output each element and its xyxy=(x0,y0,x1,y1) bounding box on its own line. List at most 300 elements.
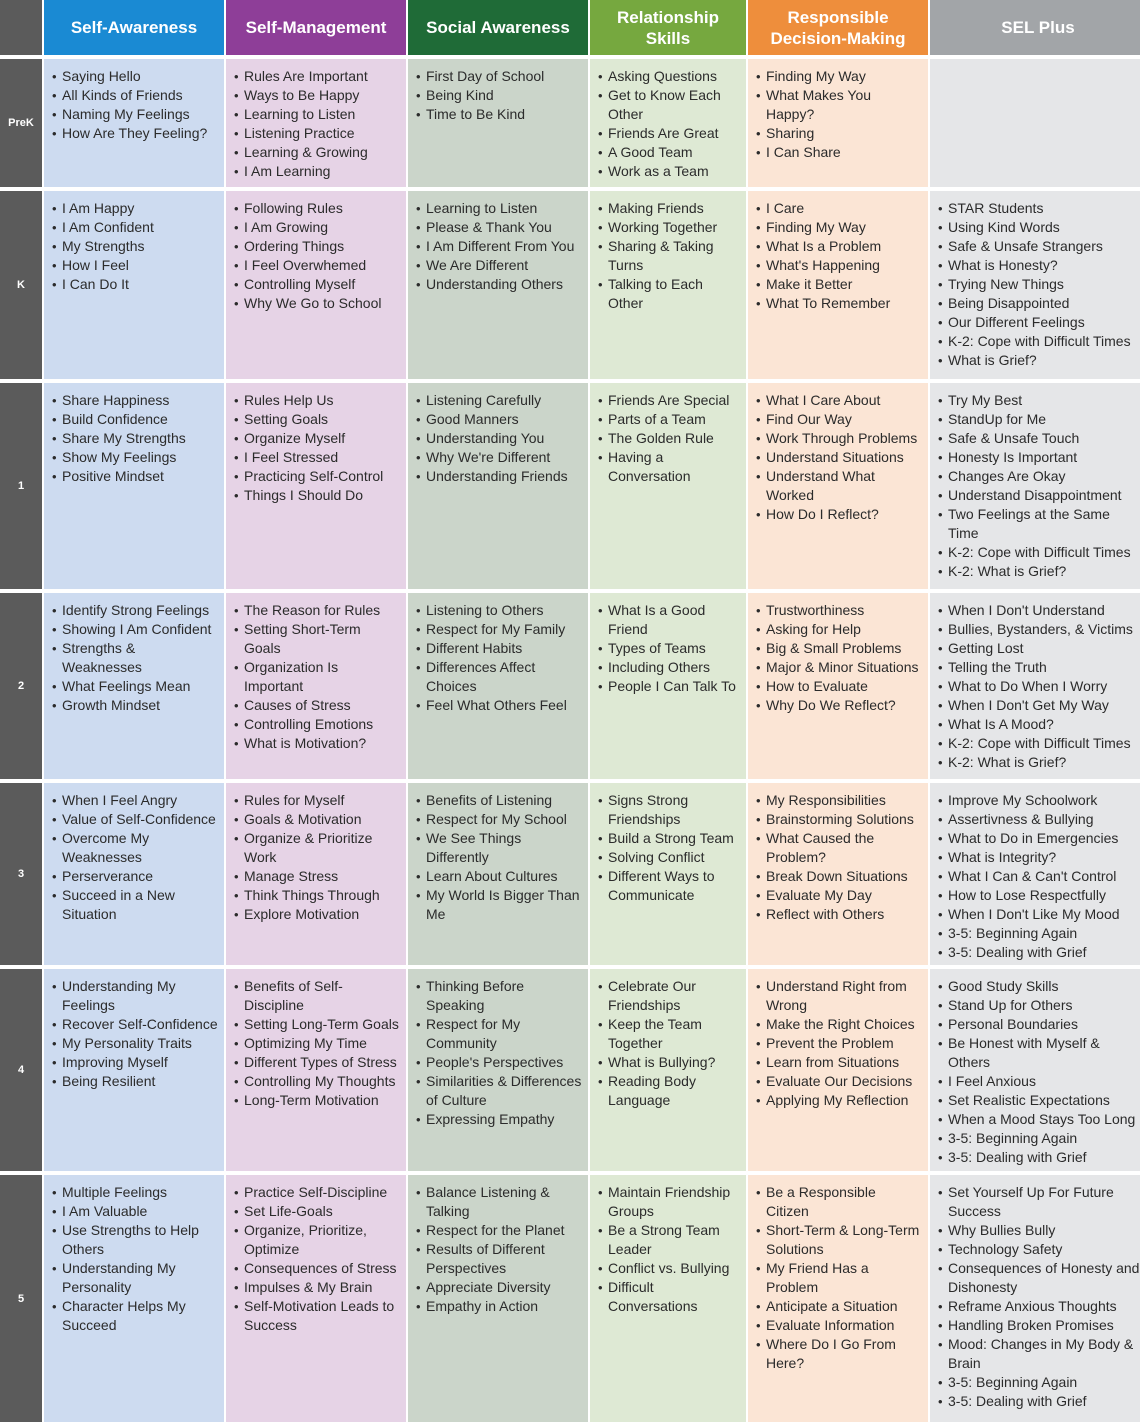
lesson-list xyxy=(756,601,922,715)
lesson-item: • Understanding Others xyxy=(416,275,582,294)
lesson-item: • Respect for My Family xyxy=(416,620,582,639)
lesson-cell-1-self-management xyxy=(226,383,406,589)
lesson-cell-k-responsible-decision-making xyxy=(748,191,928,379)
lesson-cell-5-social-awareness xyxy=(408,1175,588,1422)
lesson-item: • Talking to Each Other xyxy=(598,275,740,313)
lesson-item: • What Is a Problem xyxy=(756,237,922,256)
lesson-item: • Learn About Cultures xyxy=(416,867,582,886)
column-header-label: Self-Management xyxy=(245,18,387,37)
lesson-item: • 3-5: Beginning Again xyxy=(938,924,1140,943)
lesson-list xyxy=(938,199,1140,370)
lesson-item: • Working Together xyxy=(598,218,740,237)
lesson-item: • Reflect with Others xyxy=(756,905,922,924)
lesson-list xyxy=(52,601,218,715)
lesson-item: • Setting Short-Term Goals xyxy=(234,620,400,658)
lesson-item: • Things I Should Do xyxy=(234,486,400,505)
lesson-list xyxy=(598,977,740,1110)
lesson-item: • The Reason for Rules xyxy=(234,601,400,620)
lesson-item: • Asking Questions xyxy=(598,67,740,86)
lesson-item: • Different Habits xyxy=(416,639,582,658)
lesson-item: • Organization Is Important xyxy=(234,658,400,696)
lesson-item: • Practice Self-Discipline xyxy=(234,1183,400,1202)
lesson-item: • When a Mood Stays Too Long xyxy=(938,1110,1140,1129)
lesson-item: • Time to Be Kind xyxy=(416,105,582,124)
lesson-item: • Being Kind xyxy=(416,86,582,105)
lesson-item: • Understanding Friends xyxy=(416,467,582,486)
lesson-item: • Character Helps My Succeed xyxy=(52,1297,218,1335)
lesson-item: • People I Can Talk To xyxy=(598,677,740,696)
lesson-cell-prek-responsible-decision-making xyxy=(748,59,928,187)
lesson-item: • Evaluate My Day xyxy=(756,886,922,905)
lesson-item: • K-2: What is Grief? xyxy=(938,562,1140,581)
lesson-item: • Friends Are Great xyxy=(598,124,740,143)
lesson-item: • How Do I Reflect? xyxy=(756,505,922,524)
lesson-item: • How to Lose Respectfully xyxy=(938,886,1140,905)
lesson-item: • Why Bullies Bully xyxy=(938,1221,1140,1240)
lesson-item: • Manage Stress xyxy=(234,867,400,886)
lesson-item: • Causes of Stress xyxy=(234,696,400,715)
lesson-item: • Following Rules xyxy=(234,199,400,218)
lesson-item: • Brainstorming Solutions xyxy=(756,810,922,829)
lesson-item: • Appreciate Diversity xyxy=(416,1278,582,1297)
lesson-item: • I Am Valuable xyxy=(52,1202,218,1221)
lesson-item: • My Friend Has a Problem xyxy=(756,1259,922,1297)
lesson-item: • Applying My Reflection xyxy=(756,1091,922,1110)
lesson-item: • How Are They Feeling? xyxy=(52,124,218,143)
lesson-item: • Finding My Way xyxy=(756,67,922,86)
lesson-item: • What Is A Mood? xyxy=(938,715,1140,734)
lesson-list xyxy=(416,67,582,124)
lesson-cell-prek-relationship-skills xyxy=(590,59,746,187)
lesson-list xyxy=(416,601,582,715)
lesson-item: • Naming My Feelings xyxy=(52,105,218,124)
lesson-item: • Understand Right from Wrong xyxy=(756,977,922,1015)
lesson-item: • Keep the Team Together xyxy=(598,1015,740,1053)
lesson-item: • The Golden Rule xyxy=(598,429,740,448)
lesson-item: • Saying Hello xyxy=(52,67,218,86)
lesson-item: • Including Others xyxy=(598,658,740,677)
lesson-item: • Understanding My Feelings xyxy=(52,977,218,1015)
lesson-item: • Understand Disappointment xyxy=(938,486,1140,505)
lesson-item: • Rules for Myself xyxy=(234,791,400,810)
lesson-item: • Benefits of Self-Discipline xyxy=(234,977,400,1015)
lesson-item: • Similarities & Differences of Culture xyxy=(416,1072,582,1110)
lesson-item: • Learning to Listen xyxy=(416,199,582,218)
lesson-cell-3-self-management xyxy=(226,783,406,965)
lesson-item: • My Personality Traits xyxy=(52,1034,218,1053)
lesson-item: • A Good Team xyxy=(598,143,740,162)
lesson-item: • Results of Different Perspectives xyxy=(416,1240,582,1278)
lesson-item: • Solving Conflict xyxy=(598,848,740,867)
lesson-cell-k-sel-plus xyxy=(930,191,1140,379)
lesson-item: • Maintain Friendship Groups xyxy=(598,1183,740,1221)
lesson-item: • First Day of School xyxy=(416,67,582,86)
lesson-item: • Major & Minor Situations xyxy=(756,658,922,677)
lesson-item: • Different Ways to Communicate xyxy=(598,867,740,905)
lesson-item: • Impulses & My Brain xyxy=(234,1278,400,1297)
lesson-item: • I Care xyxy=(756,199,922,218)
lesson-item: • I Feel Overwhemed xyxy=(234,256,400,275)
lesson-item: • Conflict vs. Bullying xyxy=(598,1259,740,1278)
lesson-cell-4-sel-plus xyxy=(930,969,1140,1171)
lesson-list xyxy=(52,977,218,1091)
lesson-item: • What is Honesty? xyxy=(938,256,1140,275)
lesson-item: • Differences Affect Choices xyxy=(416,658,582,696)
lesson-item: • Setting Goals xyxy=(234,410,400,429)
lesson-list xyxy=(234,791,400,924)
header-corner xyxy=(0,0,42,55)
lesson-item: • Controlling Emotions xyxy=(234,715,400,734)
lesson-item: • Succeed in a New Situation xyxy=(52,886,218,924)
lesson-cell-1-sel-plus xyxy=(930,383,1140,589)
lesson-item: • Make the Right Choices xyxy=(756,1015,922,1034)
lesson-item: • Understand Situations xyxy=(756,448,922,467)
lesson-item: • Respect for My Community xyxy=(416,1015,582,1053)
lesson-item: • People's Perspectives xyxy=(416,1053,582,1072)
grade-label-5: 5 xyxy=(0,1175,42,1422)
lesson-item: • Think Things Through xyxy=(234,886,400,905)
lesson-cell-1-social-awareness xyxy=(408,383,588,589)
lesson-item: • Safe & Unsafe Touch xyxy=(938,429,1140,448)
lesson-item: • Work as a Team xyxy=(598,162,740,181)
lesson-item: • Be a Strong Team Leader xyxy=(598,1221,740,1259)
lesson-item: • Perserverance xyxy=(52,867,218,886)
lesson-item: • What Is a Good Friend xyxy=(598,601,740,639)
lesson-item: • Respect for the Planet xyxy=(416,1221,582,1240)
lesson-item: • Feel What Others Feel xyxy=(416,696,582,715)
lesson-list xyxy=(234,1183,400,1335)
lesson-list xyxy=(756,67,922,162)
column-header-self-awareness xyxy=(44,0,224,55)
lesson-item: • I Feel Stressed xyxy=(234,448,400,467)
lesson-item: • Showing I Am Confident xyxy=(52,620,218,639)
lesson-item: • Benefits of Listening xyxy=(416,791,582,810)
lesson-list xyxy=(234,977,400,1110)
lesson-item: • Self-Motivation Leads to Success xyxy=(234,1297,400,1335)
lesson-cell-2-self-management xyxy=(226,593,406,779)
column-header-label: Social Awareness xyxy=(426,18,570,37)
lesson-list xyxy=(52,391,218,486)
lesson-item: • Positive Mindset xyxy=(52,467,218,486)
lesson-item: • Prevent the Problem xyxy=(756,1034,922,1053)
lesson-cell-1-relationship-skills xyxy=(590,383,746,589)
lesson-item: • Goals & Motivation xyxy=(234,810,400,829)
lesson-item: • Using Kind Words xyxy=(938,218,1140,237)
lesson-item: • I Am Growing xyxy=(234,218,400,237)
lesson-item: • Show My Feelings xyxy=(52,448,218,467)
grade-label-k: K xyxy=(0,191,42,379)
column-header-label: Relationship Skills xyxy=(616,7,719,48)
grade-label-3: 3 xyxy=(0,783,42,965)
lesson-item: • Changes Are Okay xyxy=(938,467,1140,486)
lesson-item: • Understand What Worked xyxy=(756,467,922,505)
lesson-item: • I Can Share xyxy=(756,143,922,162)
lesson-list xyxy=(52,1183,218,1335)
lesson-item: • Difficult Conversations xyxy=(598,1278,740,1316)
lesson-list xyxy=(416,199,582,294)
lesson-item: • Overcome My Weaknesses xyxy=(52,829,218,867)
lesson-item: • Organize & Prioritize Work xyxy=(234,829,400,867)
lesson-item: • Short-Term & Long-Term Solutions xyxy=(756,1221,922,1259)
lesson-item: • Why We're Different xyxy=(416,448,582,467)
lesson-item: • Growth Mindset xyxy=(52,696,218,715)
lesson-item: • Signs Strong Friendships xyxy=(598,791,740,829)
lesson-cell-2-sel-plus xyxy=(930,593,1140,779)
lesson-item: • Please & Thank You xyxy=(416,218,582,237)
lesson-list xyxy=(938,1183,1140,1411)
lesson-item: • Listening Practice xyxy=(234,124,400,143)
lesson-item: • Identify Strong Feelings xyxy=(52,601,218,620)
lesson-item: • I Am Learning xyxy=(234,162,400,181)
lesson-item: • Stand Up for Others xyxy=(938,996,1140,1015)
lesson-item: • My Strengths xyxy=(52,237,218,256)
lesson-item: • Getting Lost xyxy=(938,639,1140,658)
grade-label-1: 1 xyxy=(0,383,42,589)
lesson-list xyxy=(938,791,1140,962)
lesson-item: • Bullies, Bystanders, & Victims xyxy=(938,620,1140,639)
lesson-item: • Why Do We Reflect? xyxy=(756,696,922,715)
lesson-item: • I Can Do It xyxy=(52,275,218,294)
lesson-item: • Honesty Is Important xyxy=(938,448,1140,467)
lesson-item: • K-2: Cope with Difficult Times xyxy=(938,332,1140,351)
lesson-item: • I Am Happy xyxy=(52,199,218,218)
grade-label-4: 4 xyxy=(0,969,42,1171)
lesson-list xyxy=(756,1183,922,1373)
lesson-item: • Technology Safety xyxy=(938,1240,1140,1259)
lesson-item: • Use Strengths to Help Others xyxy=(52,1221,218,1259)
lesson-list xyxy=(756,791,922,924)
lesson-item: • Balance Listening & Talking xyxy=(416,1183,582,1221)
lesson-item: • Friends Are Special xyxy=(598,391,740,410)
lesson-item: • Anticipate a Situation xyxy=(756,1297,922,1316)
lesson-cell-4-relationship-skills xyxy=(590,969,746,1171)
lesson-item: • Respect for My School xyxy=(416,810,582,829)
lesson-item: • Ways to Be Happy xyxy=(234,86,400,105)
lesson-item: • Different Types of Stress xyxy=(234,1053,400,1072)
lesson-item: • Handling Broken Promises xyxy=(938,1316,1140,1335)
lesson-item: • My World Is Bigger Than Me xyxy=(416,886,582,924)
lesson-item: • Ordering Things xyxy=(234,237,400,256)
lesson-item: • Personal Boundaries xyxy=(938,1015,1140,1034)
lesson-item: • Two Feelings at the Same Time xyxy=(938,505,1140,543)
lesson-cell-5-responsible-decision-making xyxy=(748,1175,928,1422)
lesson-item: • How I Feel xyxy=(52,256,218,275)
lesson-cell-4-self-awareness xyxy=(44,969,224,1171)
lesson-item: • What I Can & Can't Control xyxy=(938,867,1140,886)
lesson-item: • Mood: Changes in My Body & Brain xyxy=(938,1335,1140,1373)
lesson-item: • K-2: Cope with Difficult Times xyxy=(938,543,1140,562)
lesson-item: • Having a Conversation xyxy=(598,448,740,486)
lesson-item: • Rules Help Us xyxy=(234,391,400,410)
lesson-item: • When I Don't Like My Mood xyxy=(938,905,1140,924)
column-header-responsible-decision-making xyxy=(748,0,928,55)
lesson-item: • Why We Go to School xyxy=(234,294,400,313)
lesson-item: • Organize, Prioritize, Optimize xyxy=(234,1221,400,1259)
lesson-item: • What Makes You Happy? xyxy=(756,86,922,124)
lesson-item: • Asking for Help xyxy=(756,620,922,639)
lesson-item: • Being Disappointed xyxy=(938,294,1140,313)
lesson-item: • 3-5: Beginning Again xyxy=(938,1129,1140,1148)
lesson-item: • Explore Motivation xyxy=(234,905,400,924)
lesson-item: • Being Resilient xyxy=(52,1072,218,1091)
lesson-item: • When I Don't Understand xyxy=(938,601,1140,620)
lesson-item: • Build a Strong Team xyxy=(598,829,740,848)
lesson-item: • K-2: What is Grief? xyxy=(938,753,1140,772)
lesson-list xyxy=(598,391,740,486)
lesson-item: • Evaluate Information xyxy=(756,1316,922,1335)
lesson-item: • Controlling My Thoughts xyxy=(234,1072,400,1091)
lesson-item: • Good Study Skills xyxy=(938,977,1140,996)
lesson-item: • Listening to Others xyxy=(416,601,582,620)
lesson-list xyxy=(416,391,582,486)
lesson-cell-k-self-management xyxy=(226,191,406,379)
lesson-item: • Learning to Listen xyxy=(234,105,400,124)
lesson-item: • I Feel Anxious xyxy=(938,1072,1140,1091)
lesson-item: • Break Down Situations xyxy=(756,867,922,886)
lesson-list xyxy=(598,601,740,696)
lesson-item: • Make it Better xyxy=(756,275,922,294)
lesson-item: • How to Evaluate xyxy=(756,677,922,696)
lesson-item: • Understanding My Personality xyxy=(52,1259,218,1297)
lesson-item: • Learn from Situations xyxy=(756,1053,922,1072)
lesson-item: • 3-5: Dealing with Grief xyxy=(938,943,1140,962)
grade-label-prek: PreK xyxy=(0,59,42,187)
lesson-item: • Types of Teams xyxy=(598,639,740,658)
lesson-item: • Assertivness & Bullying xyxy=(938,810,1140,829)
lesson-item: • Consequences of Honesty and Dishonesty xyxy=(938,1259,1140,1297)
lesson-item: • What is Grief? xyxy=(938,351,1140,370)
lesson-item: • When I Feel Angry xyxy=(52,791,218,810)
lesson-item: • Multiple Feelings xyxy=(52,1183,218,1202)
lesson-item: • Strengths & Weaknesses xyxy=(52,639,218,677)
lesson-item: • Sharing xyxy=(756,124,922,143)
lesson-item: • Reading Body Language xyxy=(598,1072,740,1110)
lesson-cell-k-relationship-skills xyxy=(590,191,746,379)
column-header-sel-plus xyxy=(930,0,1140,55)
lesson-cell-prek-sel-plus xyxy=(930,59,1140,187)
lesson-cell-3-relationship-skills xyxy=(590,783,746,965)
lesson-cell-prek-social-awareness xyxy=(408,59,588,187)
lesson-list xyxy=(416,791,582,924)
lesson-item: • Find Our Way xyxy=(756,410,922,429)
lesson-cell-prek-self-awareness xyxy=(44,59,224,187)
lesson-item: • Practicing Self-Control xyxy=(234,467,400,486)
lesson-cell-prek-self-management xyxy=(226,59,406,187)
lesson-item: • Recover Self-Confidence xyxy=(52,1015,218,1034)
lesson-list xyxy=(938,391,1140,581)
column-header-self-management xyxy=(226,0,406,55)
lesson-item: • 3-5: Dealing with Grief xyxy=(938,1148,1140,1167)
lesson-item: • Celebrate Our Friendships xyxy=(598,977,740,1015)
lesson-item: • Get to Know Each Other xyxy=(598,86,740,124)
lesson-item: • What's Happening xyxy=(756,256,922,275)
lesson-list xyxy=(234,67,400,181)
lesson-list xyxy=(234,391,400,505)
lesson-item: • Optimizing My Time xyxy=(234,1034,400,1053)
lesson-list xyxy=(52,67,218,143)
lesson-list xyxy=(234,601,400,753)
lesson-cell-1-self-awareness xyxy=(44,383,224,589)
lesson-cell-3-responsible-decision-making xyxy=(748,783,928,965)
lesson-item: • StandUp for Me xyxy=(938,410,1140,429)
lesson-list xyxy=(416,977,582,1129)
column-header-label: SEL Plus xyxy=(1001,18,1075,37)
lesson-cell-1-responsible-decision-making xyxy=(748,383,928,589)
lesson-item: • Parts of a Team xyxy=(598,410,740,429)
lesson-item: • Sharing & Taking Turns xyxy=(598,237,740,275)
lesson-item: • Value of Self-Confidence xyxy=(52,810,218,829)
lesson-list xyxy=(598,791,740,905)
lesson-item: • Learning & Growing xyxy=(234,143,400,162)
lesson-item: • Long-Term Motivation xyxy=(234,1091,400,1110)
lesson-item: • Build Confidence xyxy=(52,410,218,429)
lesson-list xyxy=(598,1183,740,1316)
lesson-item: • What To Remember xyxy=(756,294,922,313)
column-header-label: Self-Awareness xyxy=(70,18,198,37)
lesson-list xyxy=(52,791,218,924)
lesson-item: • I Am Different From You xyxy=(416,237,582,256)
lesson-item: • Try My Best xyxy=(938,391,1140,410)
lesson-item: • Controlling Myself xyxy=(234,275,400,294)
lesson-item: • Improve My Schoolwork xyxy=(938,791,1140,810)
lesson-list xyxy=(598,199,740,313)
lesson-cell-5-sel-plus xyxy=(930,1175,1140,1422)
lesson-list xyxy=(756,977,922,1110)
lesson-item: • What is Bullying? xyxy=(598,1053,740,1072)
lesson-cell-4-social-awareness xyxy=(408,969,588,1171)
lesson-cell-2-responsible-decision-making xyxy=(748,593,928,779)
lesson-item: • Setting Long-Term Goals xyxy=(234,1015,400,1034)
lesson-list xyxy=(416,1183,582,1316)
lesson-item: • Organize Myself xyxy=(234,429,400,448)
lesson-item: • We See Things Differently xyxy=(416,829,582,867)
lesson-item: • What Feelings Mean xyxy=(52,677,218,696)
lesson-item: • We Are Different xyxy=(416,256,582,275)
lesson-item: • Making Friends xyxy=(598,199,740,218)
lesson-item: • Work Through Problems xyxy=(756,429,922,448)
lesson-cell-3-self-awareness xyxy=(44,783,224,965)
lesson-item: • All Kinds of Friends xyxy=(52,86,218,105)
lesson-item: • Understanding You xyxy=(416,429,582,448)
lesson-item: • What is Motivation? xyxy=(234,734,400,753)
lesson-list xyxy=(234,199,400,313)
lesson-item: • 3-5: Dealing with Grief xyxy=(938,1392,1140,1411)
grade-label-2: 2 xyxy=(0,593,42,779)
column-header-social-awareness xyxy=(408,0,588,55)
lesson-item: • What Caused the Problem? xyxy=(756,829,922,867)
lesson-cell-2-relationship-skills xyxy=(590,593,746,779)
lesson-item: • Thinking Before Speaking xyxy=(416,977,582,1015)
lesson-cell-2-self-awareness xyxy=(44,593,224,779)
lesson-item: • Safe & Unsafe Strangers xyxy=(938,237,1140,256)
lesson-item: • I Am Confident xyxy=(52,218,218,237)
lesson-cell-3-sel-plus xyxy=(930,783,1140,965)
lesson-cell-5-relationship-skills xyxy=(590,1175,746,1422)
lesson-item: • Consequences of Stress xyxy=(234,1259,400,1278)
lesson-item: • What I Care About xyxy=(756,391,922,410)
lesson-item: • Rules Are Important xyxy=(234,67,400,86)
lesson-item: • Listening Carefully xyxy=(416,391,582,410)
lesson-item: • What is Integrity? xyxy=(938,848,1140,867)
lesson-cell-3-social-awareness xyxy=(408,783,588,965)
lesson-item: • Trustworthiness xyxy=(756,601,922,620)
lesson-item: • What to Do in Emergencies xyxy=(938,829,1140,848)
lesson-cell-k-self-awareness xyxy=(44,191,224,379)
lesson-item: • Finding My Way xyxy=(756,218,922,237)
column-header-relationship-skills xyxy=(590,0,746,55)
lesson-list xyxy=(938,601,1140,772)
lesson-cell-2-social-awareness xyxy=(408,593,588,779)
